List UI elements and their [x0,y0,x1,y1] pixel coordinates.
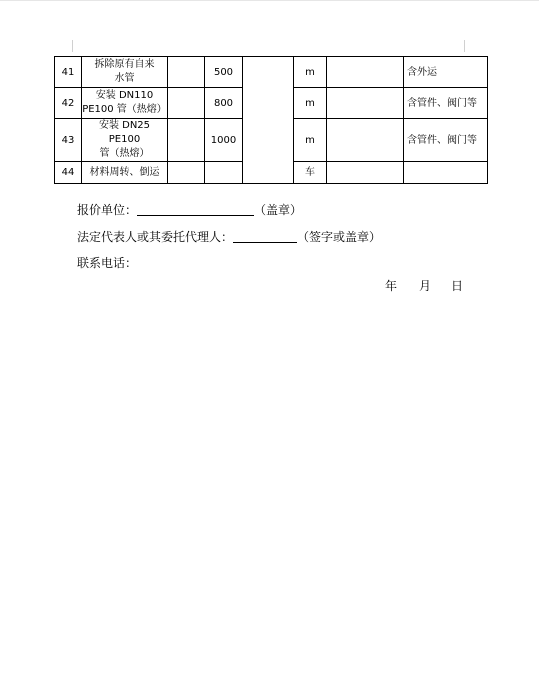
quoting-unit-label: 报价单位： [77,203,138,217]
empty-cell [168,57,205,88]
unit-cell: 车 [294,162,327,184]
legal-rep-label: 法定代表人或其委托代理人： [77,230,234,244]
unit-cell: m [294,88,327,119]
margin-marker-right [464,40,465,52]
legal-rep-line [77,228,381,245]
quoting-unit-blank [137,203,254,216]
unit-cell: m [294,57,327,88]
legal-rep-blank [233,230,297,243]
contact-phone-label: 联系电话： [77,256,138,270]
empty-cell [168,162,205,184]
note-cell: 含管件、阀门等 [404,119,488,162]
note-cell [404,162,488,184]
empty-cell [327,162,404,184]
quoting-unit-line [77,201,302,218]
quantity-cell: 1000 [205,119,243,162]
unit-cell: m [294,119,327,162]
legal-rep-suffix: （签字或盖章） [297,230,382,244]
date-line [385,277,463,294]
quantity-cell [205,162,243,184]
quantity-cell: 800 [205,88,243,119]
empty-cell [168,88,205,119]
page-top-edge [0,0,539,1]
empty-cell [327,57,404,88]
row-number: 44 [55,162,82,184]
margin-marker-left [72,40,73,52]
empty-cell [327,88,404,119]
note-cell: 含外运 [404,57,488,88]
note-cell: 含管件、阀门等 [404,88,488,119]
item-name: 安装 DN25 PE100 管（热熔） [82,119,168,162]
item-name: 拆除原有自来 水管 [82,57,168,88]
quantity-cell: 500 [205,57,243,88]
item-name: 材料周转、倒运 [82,162,168,184]
date-month: 月 [419,279,432,293]
empty-cell [327,119,404,162]
date-year: 年 [385,279,398,293]
empty-cell [168,119,205,162]
contact-phone-line [77,254,137,271]
quote-table [54,56,488,184]
row-number: 42 [55,88,82,119]
quoting-unit-suffix: （盖章） [254,203,303,217]
item-name: 安装 DN110 PE100 管（热熔） [82,88,168,119]
row-number: 41 [55,57,82,88]
row-number: 43 [55,119,82,162]
table-row [55,57,488,88]
date-day: 日 [451,279,464,293]
merged-empty-cell [243,57,294,184]
